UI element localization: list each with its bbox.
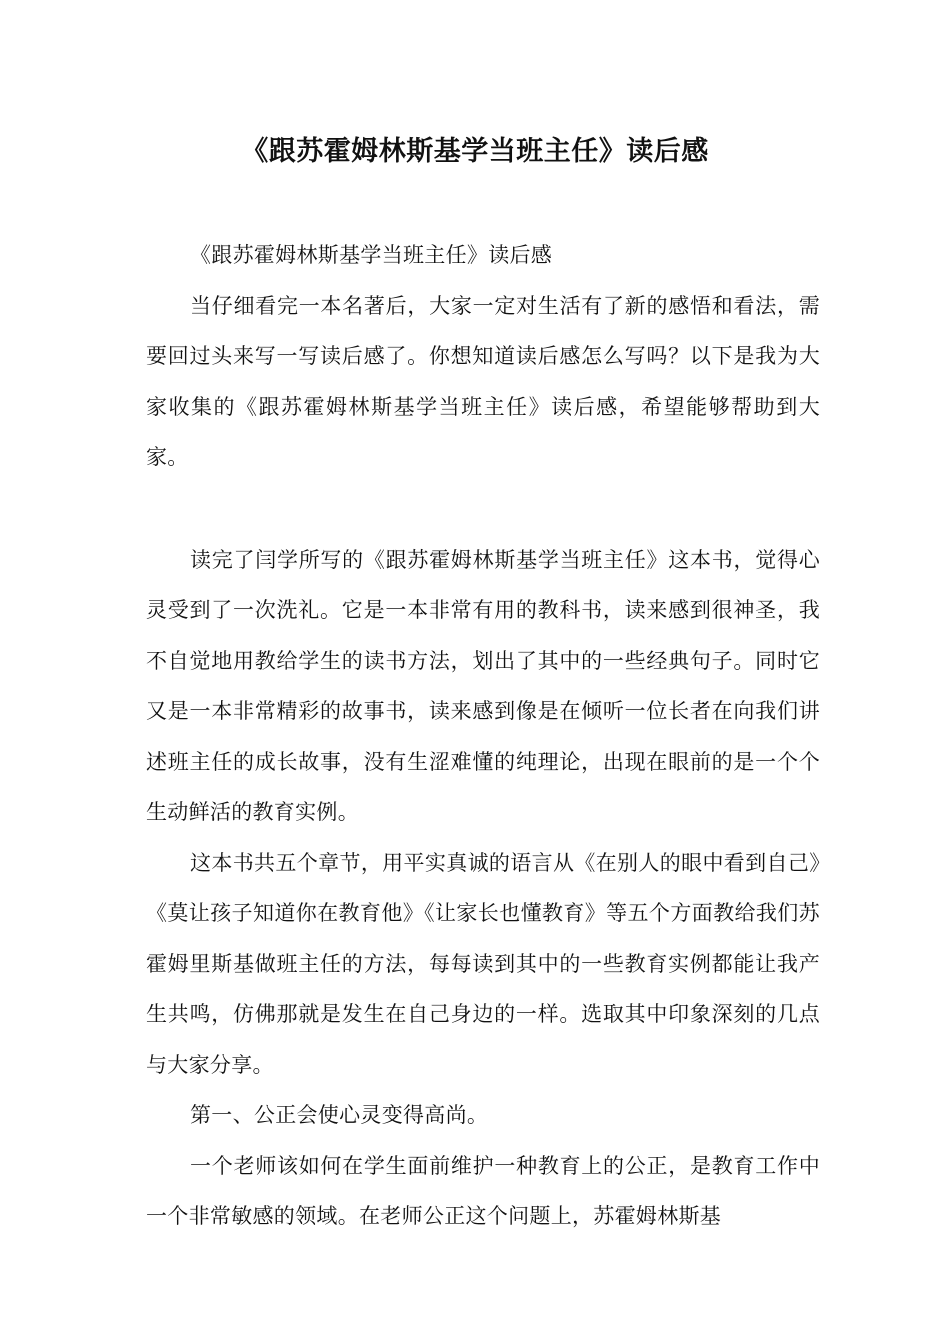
paragraph-reading-impression: 读完了闫学所写的《跟苏霍姆林斯基学当班主任》这本书，觉得心灵受到了一次洗礼。它是一本非常有用的教科书，读来感到很神圣，我不自觉地用教给学生的读书方法，划出了其中的一些经典句子。同时它又是一本非常精彩的故事书，读来感到像是在倾听一位长者在向我们讲述班主任的成长故事，没有生涩难懂的纯理论，出现在眼前的是一个个生动鲜活的教育实例。 bbox=[146, 547, 820, 824]
document-body bbox=[146, 230, 820, 1242]
paragraph-chapters: 这本书共五个章节，用平实真诚的语言从《在别人的眼中看到自己》《莫让孩子知道你在教育他》《让家长也懂教育》等五个方面教给我们苏霍姆里斯基做班主任的方法，每每读到其中的一些教育实例都能让我产生共鸣，仿佛那就是发生在自己身边的一样。选取其中印象深刻的几点与大家分享。 bbox=[146, 850, 820, 1077]
document-title: 《跟苏霍姆林斯基学当班主任》读后感 bbox=[241, 136, 709, 167]
paragraph-heading-repeat: 《跟苏霍姆林斯基学当班主任》读后感 bbox=[190, 243, 553, 267]
paragraph-point-one: 第一、公正会使心灵变得高尚。 bbox=[190, 1103, 489, 1127]
paragraph-intro: 当仔细看完一本名著后，大家一定对生活有了新的感悟和看法，需要回过头来写一写读后感了。你想知道读后感怎么写吗？以下是我为大家收集的《跟苏霍姆林斯基学当班主任》读后感，希望能够帮助到大家。 bbox=[146, 293, 820, 469]
paragraph-fairness: 一个老师该如何在学生面前维护一种教育上的公正，是教育工作中一个非常敏感的领域。在老师公正这个问题上，苏霍姆林斯基 bbox=[146, 1153, 820, 1228]
paragraph-spacer bbox=[146, 483, 820, 535]
